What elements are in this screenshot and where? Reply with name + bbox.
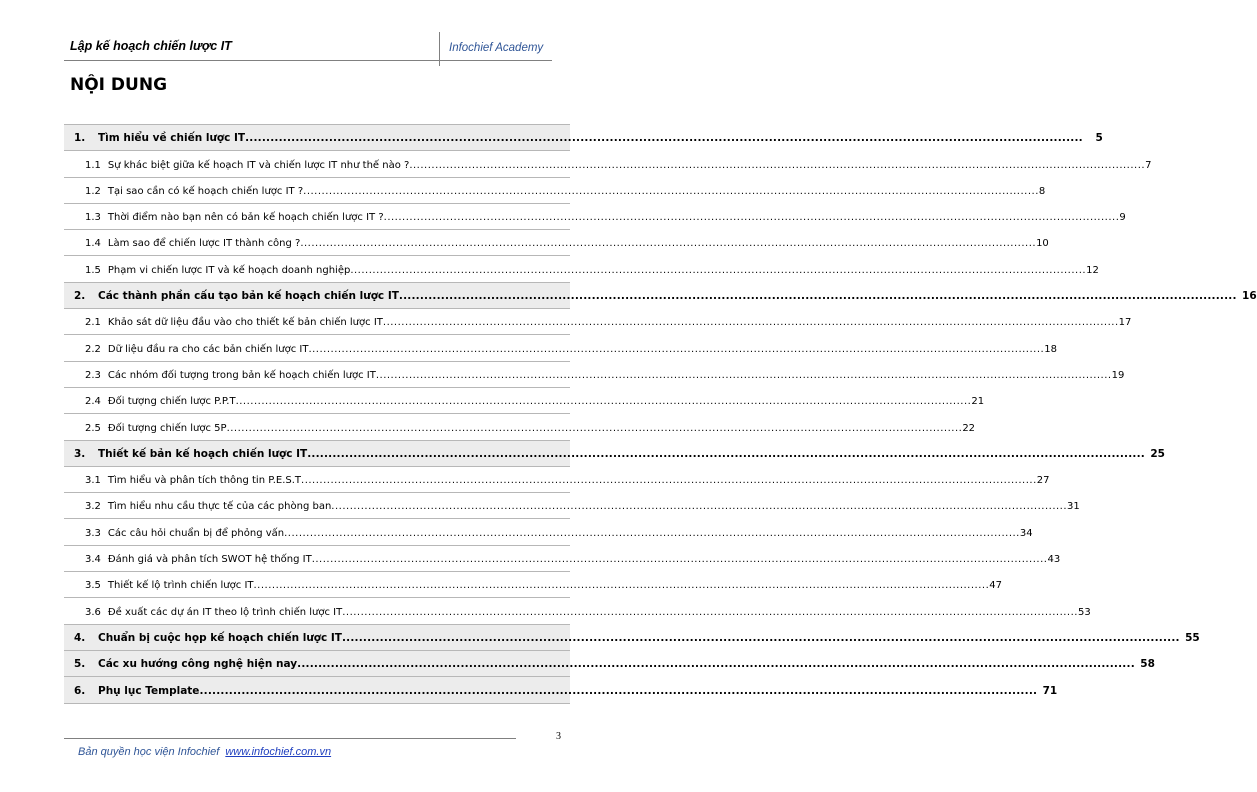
- toc-entry-text: Tại sao cần có kế hoạch chiến lược IT ?: [107, 185, 304, 197]
- toc-section-row[interactable]: [64, 441, 1165, 467]
- toc-section-row[interactable]: [64, 651, 1155, 677]
- toc-entry-text: Tìm hiểu và phân tích thông tin P.E.S.T: [107, 475, 302, 487]
- toc-number: 2.5: [85, 422, 101, 434]
- toc-number: 1.1: [85, 159, 101, 171]
- toc-dot-leader: ........................................................................................................................................................................................................: [331, 501, 1068, 513]
- toc-page-number: 9: [1119, 212, 1126, 224]
- toc-entry-text: Các nhóm đối tượng trong bản kế hoạch chiến lược IT: [107, 369, 376, 381]
- toc-page-number: 16: [1242, 290, 1257, 303]
- toc-number: 3.3: [85, 527, 101, 539]
- toc-page-number: 10: [1036, 238, 1049, 250]
- toc-number: 1.: [74, 132, 86, 145]
- toc-dot-leader: ........................................................................................................................................................................................................: [382, 317, 1119, 329]
- footer-copyright: Bản quyền học viện Infochief: [78, 746, 220, 758]
- toc-page-number: 21: [971, 396, 985, 408]
- toc-dot-leader: ........................................................................................................................................................................................................: [253, 580, 990, 592]
- toc-dot-leader: ........................................................................................................................................................................................................: [300, 238, 1037, 250]
- footer-rule: [64, 738, 516, 739]
- toc-page-number: 34: [1019, 527, 1033, 539]
- toc-subsection-row[interactable]: [64, 388, 985, 414]
- toc-subsection-row[interactable]: [64, 467, 1050, 493]
- toc-entry-text: Phụ lục Template: [98, 684, 200, 697]
- toc-page-number: 53: [1077, 606, 1091, 618]
- toc-entry-text: Làm sao để chiến lược IT thành công ?: [107, 238, 301, 250]
- toc-subsection-row[interactable]: [64, 256, 1099, 282]
- footer: [78, 746, 331, 758]
- toc-dot-leader: ........................................................................................................................................................................................................: [284, 527, 1020, 539]
- toc-section-row[interactable]: [64, 625, 1200, 651]
- toc-page-number: 22: [962, 422, 976, 434]
- toc-page-number: 18: [1044, 343, 1057, 355]
- toc-page-number: 8: [1038, 185, 1046, 197]
- toc-entry-text: Khảo sát dữ liệu đầu vào cho thiết kế bản chiến lược IT: [107, 317, 383, 329]
- toc-subsection-row[interactable]: [64, 151, 1152, 177]
- toc-number: 6.: [74, 684, 86, 697]
- toc-number: 1.5: [85, 264, 101, 276]
- toc-dot-leader: ........................................................................................................................................................................................................: [301, 475, 1037, 487]
- toc-number: 3.6: [85, 606, 101, 618]
- toc-entry-text: Tìm hiểu về chiến lược IT: [98, 132, 246, 145]
- toc-number: 2.4: [85, 396, 101, 408]
- toc-number: 3.4: [85, 554, 101, 566]
- toc-number: 3.: [74, 447, 86, 460]
- toc-entry-text: Các xu hướng công nghệ hiện nay: [98, 658, 298, 671]
- toc-number: 3.1: [85, 475, 101, 487]
- toc-dot-leader: ........................................................................................................................................................................................................: [311, 554, 1048, 566]
- toc-page-number: 5: [1095, 132, 1103, 145]
- toc-dot-leader: ........................................................................................................................................................................................................: [409, 159, 1146, 171]
- toc-subsection-row[interactable]: [64, 178, 1046, 204]
- toc-dot-leader: ........................................................................................................................................................................................................: [235, 396, 972, 408]
- toc-dot-leader: ........................................................................................................................................................................................................: [383, 212, 1120, 224]
- toc-entry-text: Tìm hiểu nhu cầu thực tế của các phòng ban: [107, 501, 332, 513]
- toc-number: 2.3: [85, 369, 101, 381]
- toc-entry-text: Đối tượng chiến lược P.P.T: [107, 396, 236, 408]
- toc-subsection-row[interactable]: [64, 493, 1080, 519]
- toc-entry-text: Phạm vi chiến lược IT và kế hoạch doanh nghiệp: [107, 264, 351, 276]
- toc-number: 5.: [74, 658, 86, 671]
- toc-dot-leader: ........................................................................................................................................................................................................: [342, 606, 1078, 618]
- toc-entry-text: Thiết kế lộ trình chiến lược IT: [107, 580, 254, 592]
- header-title: Lập kế hoạch chiến lược IT: [70, 39, 232, 53]
- toc-entry-text: Đề xuất các dự án IT theo lộ trình chiến lược IT: [107, 606, 343, 618]
- toc-entry-text: Đánh giá và phân tích SWOT hệ thống IT: [107, 554, 312, 566]
- toc-page-number: 31: [1067, 501, 1080, 513]
- toc-page-number: 17: [1118, 317, 1132, 329]
- toc-page-number: 7: [1145, 159, 1152, 171]
- toc-dot-leader: ........................................................................................................................................................................................................: [199, 684, 1038, 697]
- toc-page-number: 71: [1042, 684, 1058, 697]
- toc-dot-leader: ........................................................................................................................................................................................................: [245, 132, 1083, 145]
- toc-page-number: 55: [1185, 631, 1200, 644]
- toc-section-row[interactable]: [64, 677, 1058, 703]
- header-brand: Infochief Academy: [449, 42, 544, 54]
- toc-number: 1.4: [85, 238, 101, 250]
- header-rule: [64, 60, 552, 61]
- toc-number: 2.: [74, 290, 86, 303]
- toc-dot-leader: ........................................................................................................................................................................................................: [308, 343, 1045, 355]
- toc-section-row[interactable]: [64, 125, 1103, 151]
- toc-subsection-row[interactable]: [64, 572, 1002, 598]
- toc-entry-text: Sự khác biệt giữa kế hoạch IT và chiến lược IT như thế nào ?: [107, 159, 410, 171]
- toc-subsection-row[interactable]: [64, 230, 1049, 256]
- toc-page-number: 43: [1047, 554, 1061, 566]
- page-title: NỘI DUNG: [70, 75, 168, 95]
- toc-entry-text: Các câu hỏi chuẩn bị để phỏng vấn: [107, 527, 285, 539]
- toc-number: 2.2: [85, 343, 101, 355]
- toc-subsection-row[interactable]: [64, 335, 1057, 361]
- toc-dot-leader: ........................................................................................................................................................................................................: [307, 447, 1145, 460]
- toc-dot-leader: ........................................................................................................................................................................................................: [303, 185, 1039, 197]
- toc-entry-text: Thời điểm nào bạn nên có bản kế hoạch chiến lược IT ?: [107, 212, 384, 224]
- toc-entry-text: Đối tượng chiến lược 5P: [107, 422, 227, 434]
- footer-link[interactable]: www.infochief.com.vn: [225, 746, 332, 758]
- toc-entry-text: Dữ liệu đầu ra cho các bản chiến lược IT: [107, 343, 309, 355]
- toc-page-number: 19: [1111, 369, 1125, 381]
- toc-dot-leader: ........................................................................................................................................................................................................: [341, 631, 1180, 644]
- toc-entry-text: Các thành phần cấu tạo bản kế hoạch chiến lược IT: [98, 290, 399, 303]
- toc-dot-leader: ........................................................................................................................................................................................................: [297, 658, 1135, 671]
- table-of-contents: [64, 124, 1257, 704]
- toc-subsection-row[interactable]: [64, 598, 1091, 624]
- toc-page-number: 25: [1150, 447, 1165, 460]
- toc-number: 3.5: [85, 580, 101, 592]
- toc-number: 4.: [74, 631, 86, 644]
- toc-dot-leader: ........................................................................................................................................................................................................: [226, 422, 963, 434]
- toc-subsection-row[interactable]: [64, 519, 1033, 545]
- toc-subsection-row[interactable]: [64, 309, 1132, 335]
- toc-subsection-row[interactable]: [64, 204, 1126, 230]
- toc-dot-leader: ........................................................................................................................................................................................................: [398, 290, 1237, 303]
- toc-page-number: 12: [1086, 264, 1099, 276]
- toc-number: 3.2: [85, 501, 101, 513]
- toc-page-number: 58: [1140, 658, 1155, 671]
- page-number: 3: [556, 731, 561, 742]
- toc-subsection-row[interactable]: [64, 414, 976, 440]
- toc-section-row[interactable]: [64, 283, 1257, 309]
- toc-page-number: 27: [1036, 475, 1050, 487]
- toc-subsection-row[interactable]: [64, 546, 1061, 572]
- toc-dot-leader: ........................................................................................................................................................................................................: [350, 264, 1087, 276]
- toc-number: 1.2: [85, 185, 101, 197]
- toc-entry-text: Chuẩn bị cuộc họp kế hoạch chiến lược IT: [98, 631, 342, 644]
- toc-subsection-row[interactable]: [64, 362, 1125, 388]
- toc-number: 2.1: [85, 317, 101, 329]
- toc-number: 1.3: [85, 212, 101, 224]
- toc-dot-leader: ........................................................................................................................................................................................................: [375, 369, 1112, 381]
- toc-entry-text: Thiết kế bản kế hoạch chiến lược IT: [98, 447, 308, 460]
- toc-page-number: 47: [989, 580, 1002, 592]
